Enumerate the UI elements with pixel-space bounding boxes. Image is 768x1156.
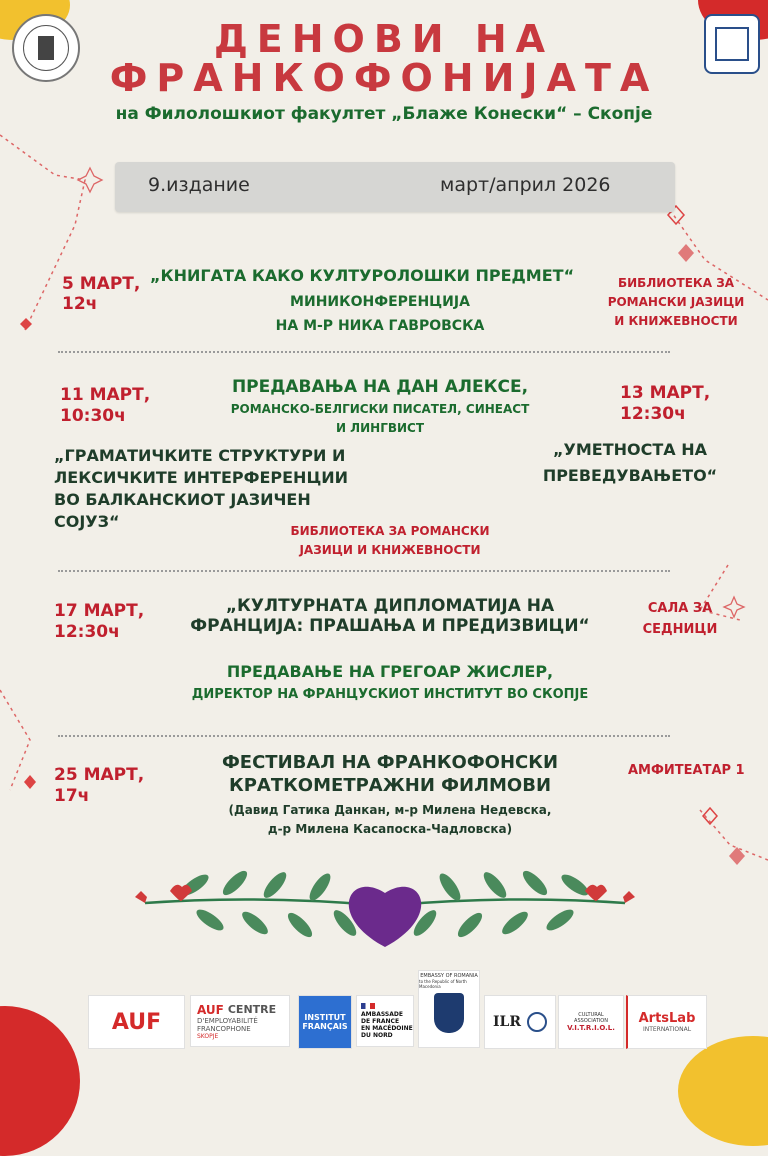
ilr-text: ILR (492, 1014, 522, 1030)
institut-l1: INSTITUT (304, 1013, 346, 1022)
artslab-l1: ArtsLab (638, 1011, 696, 1026)
centre-l2: D'EMPLOYABILITÉ (197, 1016, 258, 1025)
event1-venue-l1: БИБЛИОТЕКА ЗА (617, 276, 734, 290)
artslab-l2: INTERNATIONAL (642, 1026, 692, 1033)
event3-title-l1: „КУЛТУРНАТА ДИПЛОМАТИЈА НА (225, 596, 555, 616)
event2-lecture2-l1: „УМЕТНОСТА НА (553, 440, 707, 459)
auf-logo (88, 995, 185, 1049)
event2-lecture1-l2: ЛЕКСИЧКИТЕ ИНТЕРФЕРЕНЦИИ (54, 468, 349, 487)
ambassade-l3: EN MACÉDOINE (361, 1025, 413, 1032)
centre-l4: SKOPJE (197, 1032, 219, 1040)
event2-heading: ПРЕДАВАЊА НА ДАН АЛЕКСЕ, (231, 377, 529, 397)
event2-time2: 12:30ч (620, 404, 686, 424)
event3-title-l2: ФРАНЦИЈА: ПРАШАЊА И ПРЕДИЗВИЦИ“ (190, 616, 590, 636)
artslab-logo (626, 995, 707, 1049)
ambassade-l1: AMBASSADE (361, 1011, 403, 1018)
page-title-line2: ФРАНКОФОНИЈАТА (109, 56, 659, 100)
event2-date1: 11 МАРТ, (60, 385, 151, 405)
ambassade-l4: DU NORD (361, 1032, 393, 1039)
event2-time1: 10:30ч (60, 406, 126, 426)
event4-credits-l1: (Давид Гатика Данкан, м-р Милена Недевска, (228, 803, 552, 817)
event1-venue-l3: И КНИЖЕВНОСТИ (614, 314, 738, 328)
page-title-line1: ДЕНОВИ НА (213, 17, 555, 61)
event3-speaker-role: ДИРЕКТОР НА ФРАНЦУСКИОТ ИНСТИТУТ ВО СКОПЈЕ (191, 687, 589, 702)
divider-1 (58, 351, 670, 353)
institut-l2: FRANÇAIS (302, 1022, 348, 1031)
event2-venue-l1: БИБЛИОТЕКА ЗА РОМАНСКИ (290, 524, 490, 538)
event4-credits-l2: д-р Милена Касапоска-Чадловска) (267, 822, 513, 836)
romania-l1: EMBASSY OF ROMANIA (420, 973, 478, 979)
event2-venue-l2: ЈАЗИЦИ И КНИЖЕВНОСТИ (299, 543, 481, 557)
ilr-logo (484, 995, 556, 1049)
vitriol-l1: CULTURAL (578, 1012, 604, 1018)
centre-auf: AUF (197, 1002, 224, 1017)
vitriol-l2: ASSOCIATION (574, 1018, 608, 1024)
event2-lecture1-l1: „ГРАМАТИЧКИТЕ СТРУКТУРИ И (54, 446, 346, 465)
period-label: март/април 2026 (440, 174, 611, 196)
event4-title-l1: ФЕСТИВАЛ НА ФРАНКОФОНСКИ (221, 752, 559, 773)
vitriol-l3: V.I.T.R.I.O.L. (567, 1024, 615, 1032)
divider-3 (58, 735, 670, 737)
event1-date: 5 МАРТ, (62, 274, 141, 294)
french-embassy-logo (356, 995, 414, 1047)
globe-icon (527, 1012, 547, 1032)
romania-embassy-logo (418, 970, 480, 1048)
event1-format: МИНИКОНФЕРЕНЦИЈА (290, 294, 470, 310)
event3-date: 17 МАРТ, (54, 601, 145, 621)
edition-label: 9.издание (148, 174, 250, 196)
event1-venue-l2: РОМАНСКИ ЈАЗИЦИ (607, 295, 745, 309)
event3-venue-l2: СЕДНИЦИ (642, 622, 718, 637)
romania-l2: to the Republic of North Macedonia (419, 979, 467, 989)
ambassade-l2: DE FRANCE (361, 1018, 400, 1025)
event2-sub2: И ЛИНГВИСТ (335, 421, 425, 435)
event1-speaker: НА М-Р НИКА ГАВРОВСКА (275, 318, 485, 334)
floral-heart-ornament (125, 855, 645, 965)
auf-logo-text: AUF (111, 1009, 162, 1035)
event4-date: 25 МАРТ, (54, 765, 145, 785)
centre-l3: FRANCOPHONE (197, 1024, 251, 1033)
event1-title: „КНИГАТА КАКО КУЛТУРОЛОШКИ ПРЕДМЕТ“ (150, 266, 575, 285)
centre-l1: CENTRE (227, 1003, 277, 1016)
centre-employabilite-logo (190, 995, 290, 1047)
event4-venue: АМФИТЕАТАР 1 (628, 763, 745, 778)
event2-lecture1-l3: ВО БАЛКАНСКИОТ ЈАЗИЧЕН (54, 490, 311, 509)
event2-lecture2-l2: ПРЕВЕДУВАЊЕТО“ (542, 466, 718, 485)
event1-time: 12ч (62, 294, 98, 314)
institut-francais-logo (298, 995, 352, 1049)
event2-sub1: РОМАНСКО-БЕЛГИСКИ ПИСАТЕЛ, СИНЕАСТ (230, 402, 530, 416)
event2-date2: 13 МАРТ, (620, 383, 711, 403)
vitriol-logo (558, 995, 624, 1049)
page-subtitle: на Филолошкиот факултет „Блаже Конески“ – Скопје (115, 104, 653, 124)
event2-lecture1-l4: СОЈУЗ“ (54, 512, 120, 531)
divider-2 (58, 570, 670, 572)
event3-venue-l1: САЛА ЗА (647, 601, 713, 616)
event4-title-l2: КРАТКОМЕТРАЖНИ ФИЛМОВИ (228, 775, 552, 796)
event3-time: 12:30ч (54, 622, 120, 642)
romania-crest-icon (434, 993, 464, 1033)
event3-speaker: ПРЕДАВАЊЕ НА ГРЕГОАР ЖИСЛЕР, (226, 662, 554, 681)
event4-time: 17ч (54, 786, 90, 806)
